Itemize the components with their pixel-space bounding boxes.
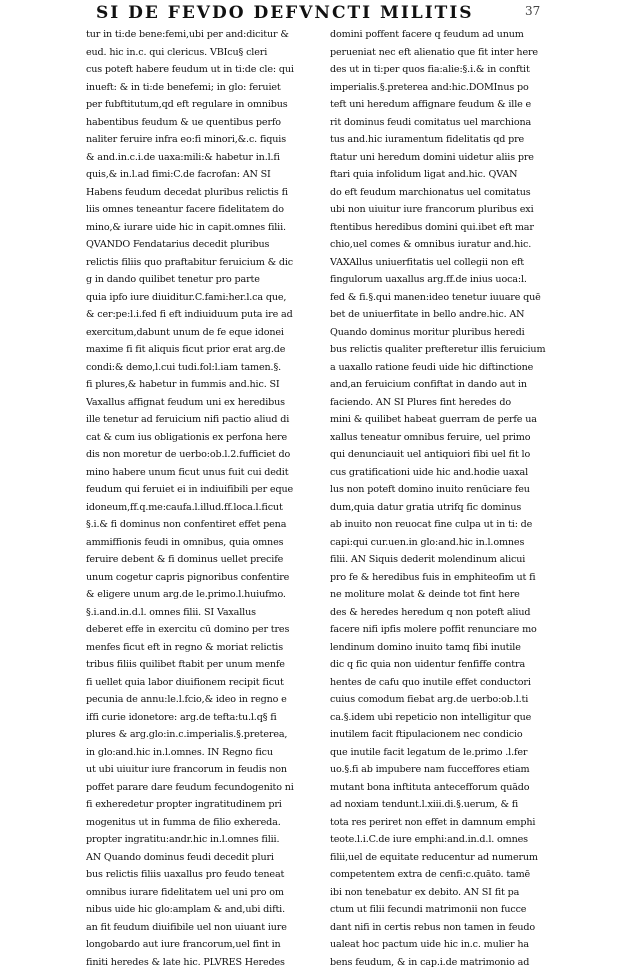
text-line: fi plures,& habetur in fummis and.hic. SI (86, 376, 318, 394)
text-line: in glo:and.hic in.l.omnes. IN Regno ficu (86, 744, 318, 762)
text-line: finiti heredes & late hic. PLVRES Heredes (86, 954, 318, 971)
text-line: filii. AN Siquis dederit molendinum alicui (330, 551, 562, 569)
text-line: mutant bona inftituta antecefforum quādo (330, 779, 562, 797)
text-line: ab inuito non reuocat fine culpa ut in ti: de (330, 516, 562, 534)
text-line: do eft feudum marchionatus uel comitatus (330, 184, 562, 202)
text-line: ibi non tenebatur ex debito. AN SI fit pa (330, 884, 562, 902)
text-line: & and.in.c.i.de uaxa:mili:& habetur in.l.fi (86, 149, 318, 167)
page-number: 37 (525, 4, 540, 18)
text-line: inueft: & in ti:de benefemi; in glo: feruiet (86, 79, 318, 97)
text-line: idoneum,ff.q.me:caufa.l.illud.ff.loca.l.ficut (86, 499, 318, 517)
text-line: per fubftitutum,qd eft regulare in omnibus (86, 96, 318, 114)
text-line: poffet parare dare feudum fecundogenito ni (86, 779, 318, 797)
text-line: teft uni heredum affignare feudum & ille e (330, 96, 562, 114)
text-line: QVANDO Fendatarius decedit pluribus (86, 236, 318, 254)
left-text-column (86, 26, 318, 971)
text-line: dic q fic quia non uidentur fenfiffe contra (330, 656, 562, 674)
text-line: quis,& in.l.ad fimi:C.de facrofan: AN SI (86, 166, 318, 184)
right-text-column (330, 26, 562, 971)
text-line: ubi non uiuitur iure francorum pluribus exi (330, 201, 562, 219)
text-line: an fit feudum diuifibile uel non uiuant iure (86, 919, 318, 937)
text-line: capi:qui cur.uen.in glo:and.hic in.l.omnes (330, 534, 562, 552)
text-line: Vaxallus affignat feudum uni ex heredibus (86, 394, 318, 412)
text-line: teote.l.i.C.de iure emphi:and.in.d.l. omnes (330, 831, 562, 849)
text-line: tribus filiis quilibet ftabit per unum menfe (86, 656, 318, 674)
text-line: ualeat hoc pactum uide hic in.c. mulier ha (330, 936, 562, 954)
text-line: cat & cum ius obligationis ex perfona here (86, 429, 318, 447)
text-line: Habens feudum decedat pluribus relictis fi (86, 184, 318, 202)
text-line: imperialis.§.preterea and:hic.DOMInus po (330, 79, 562, 97)
text-line: cus poteft habere feudum ut in ti:de cle: qui (86, 61, 318, 79)
text-line: chio,uel comes & omnibus iuratur and.hic. (330, 236, 562, 254)
text-line: & cer:pe:l.i.fed fi eft indiuiduum puta ire ad (86, 306, 318, 324)
text-line: tota res periret non effet in damnum emphi (330, 814, 562, 832)
text-line: omnibus iurare fidelitatem uel uni pro om (86, 884, 318, 902)
running-head: SI DE FEVDO DEFVNCTI MILITIS (96, 3, 526, 23)
text-line: qui denunciauit uel antiquiori fibi uel fit lo (330, 446, 562, 464)
text-line: uo.§.fi ab impubere nam fucceffores etiam (330, 761, 562, 779)
text-line: liis omnes teneantur facere fidelitatem do (86, 201, 318, 219)
text-line: cus gratificationi uide hic and.hodie uaxal (330, 464, 562, 482)
text-line: a uaxallo ratione feudi uide hic diftinctione (330, 359, 562, 377)
text-line: ut ubi uiuitur iure francorum in feudis non (86, 761, 318, 779)
text-line: des & heredes heredum q non poteft aliud (330, 604, 562, 622)
text-line: feruire debent & fi dominus uellet precife (86, 551, 318, 569)
text-line: inutilem facit ftipulacionem nec condicio (330, 726, 562, 744)
text-line: facere nifi ipfis molere poffit renunciare mo (330, 621, 562, 639)
text-line: pecunia de annu:le.l.fcio,& ideo in regno e (86, 691, 318, 709)
text-line: propter ingratitu:andr.hic in.l.omnes filii. (86, 831, 318, 849)
text-line: rit dominus feudi comitatus uel marchiona (330, 114, 562, 132)
text-line: dant nifi in certis rebus non tamen in feudo (330, 919, 562, 937)
text-line: and,an feruicium confiftat in dando aut in (330, 376, 562, 394)
text-line: lendinum domino inuito tamq fibi inutile (330, 639, 562, 657)
text-line: ca.§.idem ubi repeticio non intelligitur que (330, 709, 562, 727)
text-line: tur in ti:de bene:femi,ubi per and:dicitur & (86, 26, 318, 44)
text-line: fingulorum uaxallus arg.ff.de inius uoca:l. (330, 271, 562, 289)
text-line: Quando dominus moritur pluribus heredi (330, 324, 562, 342)
text-line: lus non poteft domino inuito renūciare feu (330, 481, 562, 499)
text-line: & eligere unum arg.de le.primo.l.huiufmo. (86, 586, 318, 604)
text-line: ille tenetur ad feruicium nifi pactio aliud di (86, 411, 318, 429)
text-line: VAXAllus uniuerfitatis uel collegii non eft (330, 254, 562, 272)
text-line: feudum qui feruiet ei in indiuifibili per eque (86, 481, 318, 499)
text-line: hentes de cafu quo inutile effet conductori (330, 674, 562, 692)
text-line: mini & quilibet habeat guerram de perfe ua (330, 411, 562, 429)
text-line: ftari quia infolidum ligat and.hic. QVAN (330, 166, 562, 184)
text-line: cuius comodum fiebat arg.de uerbo:ob.l.ti (330, 691, 562, 709)
text-line: naliter feruire infra eo:fi minori,&.c. fiquis (86, 131, 318, 149)
text-line: mino habere unum ficut unus fuit cui dedit (86, 464, 318, 482)
text-line: ammiffionis feudi in omnibus, quia omnes (86, 534, 318, 552)
text-line: §.i.and.in.d.l. omnes filii. SI Vaxallus (86, 604, 318, 622)
text-line: ftatur uni heredum domini uidetur aliis pre (330, 149, 562, 167)
text-line: dis non moretur de uerbo:ob.l.2.fufficiet do (86, 446, 318, 464)
text-line: filii,uel de equitate reducentur ad numerum (330, 849, 562, 867)
text-line: xallus teneatur omnibus feruire, uel primo (330, 429, 562, 447)
text-line: exercitum,dabunt unum de fe eque idonei (86, 324, 318, 342)
text-line: habentibus feudum & ue quentibus perfo (86, 114, 318, 132)
text-line: bet de uniuerfitate in bello andre.hic. AN (330, 306, 562, 324)
text-line: competentem extra de cenfi:c.quāto. tamē (330, 866, 562, 884)
text-line: iffi curie idonetore: arg.de tefta:tu.l.q§ fi (86, 709, 318, 727)
text-line: g in dando quilibet tenetur pro parte (86, 271, 318, 289)
text-line: domini poffent facere q feudum ad unum (330, 26, 562, 44)
text-line: perueniat nec eft alienatio que fit inter here (330, 44, 562, 62)
text-line: plures & arg.glo:in.c.imperialis.§.preterea, (86, 726, 318, 744)
text-line: quia ipfo iure diuiditur.C.fami:her.l.ca que, (86, 289, 318, 307)
text-line: longobardo aut iure francorum,uel fint in (86, 936, 318, 954)
text-line: fi exheredetur propter ingratitudinem pri (86, 796, 318, 814)
text-line: nibus uide hic glo:amplam & and,ubi difti. (86, 901, 318, 919)
text-line: fed & fi.§.qui manen:ideo tenetur iuuare quē (330, 289, 562, 307)
text-line: des ut in ti:per quos fia:alie:§.i.& in conftit (330, 61, 562, 79)
text-line: AN Quando dominus feudi decedit pluri (86, 849, 318, 867)
text-line: bens feudum, & in cap.i.de matrimonio ad (330, 954, 562, 971)
text-line: eud. hic in.c. qui clericus. VBIcu§ cleri (86, 44, 318, 62)
text-line: faciendo. AN SI Plures fint heredes do (330, 394, 562, 412)
text-line: condi:& demo,l.cui tudi.fol:l.iam tamen.§. (86, 359, 318, 377)
text-line: ad noxiam tendunt.l.xiii.di.§.uerum, & fi (330, 796, 562, 814)
text-line: maxime fi fit aliquis ficut prior erat arg.de (86, 341, 318, 359)
text-line: tus and.hic iuramentum fidelitatis qd pre (330, 131, 562, 149)
text-line: unum cogetur capris pignoribus confentire (86, 569, 318, 587)
text-line: pro fe & heredibus fuis in emphiteofim ut fi (330, 569, 562, 587)
text-line: que inutile facit legatum de le.primo .l.fer (330, 744, 562, 762)
text-line: relictis filiis quo praftabitur feruicium & dic (86, 254, 318, 272)
text-line: ftentibus heredibus domini qui.ibet eft mar (330, 219, 562, 237)
text-line: fi uellet quia labor diuifionem recipit ficut (86, 674, 318, 692)
text-line: ctum ut filii fecundi matrimonii non fucce (330, 901, 562, 919)
text-line: §.i.& fi dominus non confentiret effet pena (86, 516, 318, 534)
text-line: dum,quia datur gratia utrifq fic dominus (330, 499, 562, 517)
text-line: mino,& iurare uide hic in capit.omnes filii. (86, 219, 318, 237)
text-line: deberet effe in exercitu cū domino per tres (86, 621, 318, 639)
text-line: menfes ficut eft in regno & moriat relictis (86, 639, 318, 657)
text-line: bus relictis qualiter prefteretur illis feruicium (330, 341, 562, 359)
text-line: ne moliture molat & deinde tot fint here (330, 586, 562, 604)
text-line: bus relictis filiis uaxallus pro feudo teneat (86, 866, 318, 884)
text-line: mogenitus ut in fumma de filio exhereda. (86, 814, 318, 832)
